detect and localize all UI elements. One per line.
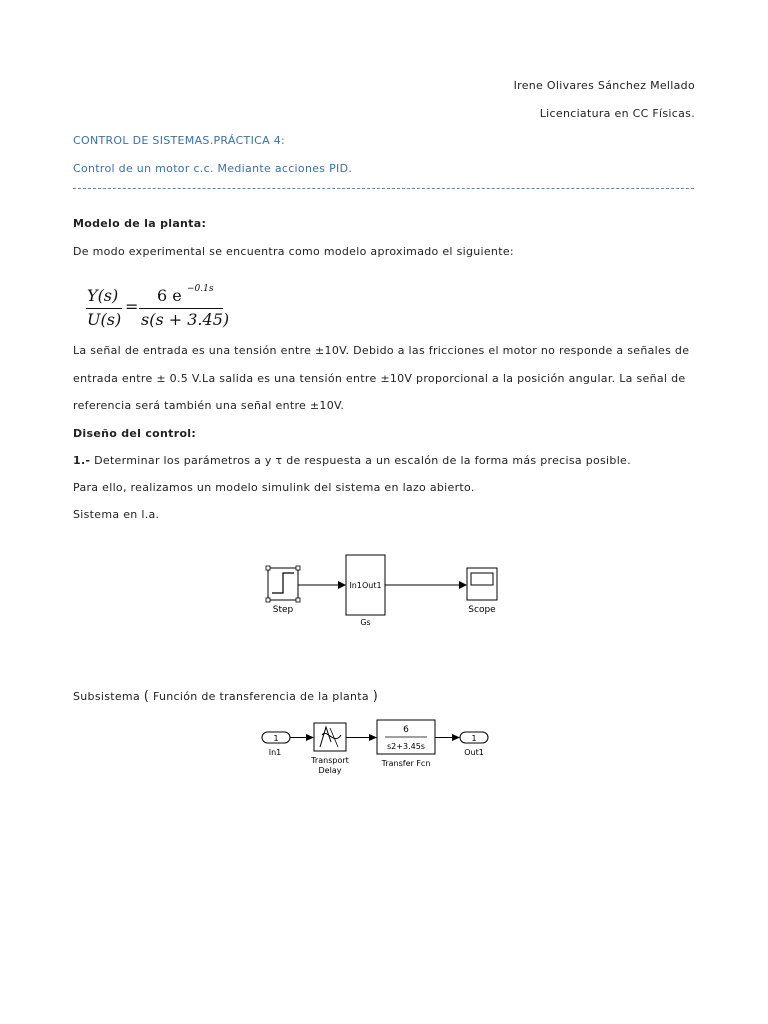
delay-label-line2: Delay — [318, 766, 342, 775]
scope-block — [467, 568, 497, 600]
step-label: Step — [272, 605, 294, 615]
subsystem-caption — [73, 689, 378, 704]
fraction-bar-left — [86, 308, 122, 309]
step-text: Determinar los parámetros a y τ de respuesta a un escalón de la forma más precisa posible. — [90, 454, 631, 467]
arrowhead-gs — [338, 581, 346, 589]
caption-paren-close: ) — [372, 689, 379, 704]
tf-label: Transfer Fcn — [381, 759, 431, 768]
out1-port-number: 1 — [471, 734, 477, 743]
equation-exponent: −0.1s — [187, 284, 214, 294]
tf-numerator: 6 — [403, 725, 409, 735]
document-title: CONTROL DE SISTEMAS.PRÁCTICA 4: — [73, 134, 286, 147]
control-step-1 — [73, 454, 631, 467]
document-subtitle: Control de un motor c.c. Mediante acciones PID. — [73, 162, 353, 175]
step-block — [266, 566, 300, 602]
arrowhead-tf — [369, 734, 377, 741]
scope-label: Scope — [468, 605, 496, 615]
title-divider — [73, 188, 694, 189]
transport-delay-block — [314, 723, 346, 751]
fraction-bar-right — [139, 308, 223, 309]
delay-label-line1: Transport — [311, 756, 349, 765]
control-heading: Diseño del control: — [73, 427, 197, 440]
author-name: Irene Olivares Sánchez Mellado — [513, 79, 695, 92]
in1-port-number: 1 — [273, 734, 279, 743]
plant-paragraph-line1: La señal de entrada es una tensión entre ±10V. Debido a las fricciones el motor no responde a señales de — [73, 344, 690, 357]
tf-denominator: s2+3.45s — [387, 742, 425, 751]
transfer-function-equation — [83, 284, 233, 332]
degree-name: Licenciatura en CC Físicas. — [539, 107, 695, 120]
step-number: 1.- — [73, 454, 91, 467]
equation-num-right: 6 e — [157, 286, 182, 305]
in1-label: In1 — [268, 748, 282, 757]
plant-paragraph-line3: referencia será también una señal entre ±10V. — [73, 399, 345, 412]
caption-prefix: Subsistema — [73, 690, 144, 703]
plant-paragraph-line2: entrada entre ± 0.5 V.La salida es una tensión entre ±10V proporcional a la posición angular. La señal de — [73, 372, 686, 385]
out1-label: Out1 — [464, 748, 484, 757]
control-line2: Para ello, realizamos un modelo simulink del sistema en lazo abierto. — [73, 481, 475, 494]
equation-den-right: s(s + 3.45) — [141, 310, 230, 329]
control-line3: Sistema en l.a. — [73, 508, 160, 521]
gs-label: Gs — [360, 618, 371, 627]
arrowhead-out — [452, 734, 460, 741]
subsystem-simulink-diagram — [0, 715, 768, 785]
arrowhead-scope — [459, 581, 467, 589]
equation-den-left: U(s) — [87, 310, 122, 329]
open-loop-simulink-diagram — [0, 540, 768, 630]
equation-equals: = — [125, 297, 139, 316]
equation-num-left: Y(s) — [87, 286, 119, 305]
plant-heading: Modelo de la planta: — [73, 217, 207, 230]
arrowhead-delay — [306, 734, 314, 741]
caption-text: Función de transferencia de la planta — [149, 690, 373, 703]
caption-paren-open: ( — [143, 689, 150, 704]
plant-intro: De modo experimental se encuentra como modelo aproximado el siguiente: — [73, 245, 514, 258]
gs-port-labels: In1Out1 — [349, 581, 382, 590]
